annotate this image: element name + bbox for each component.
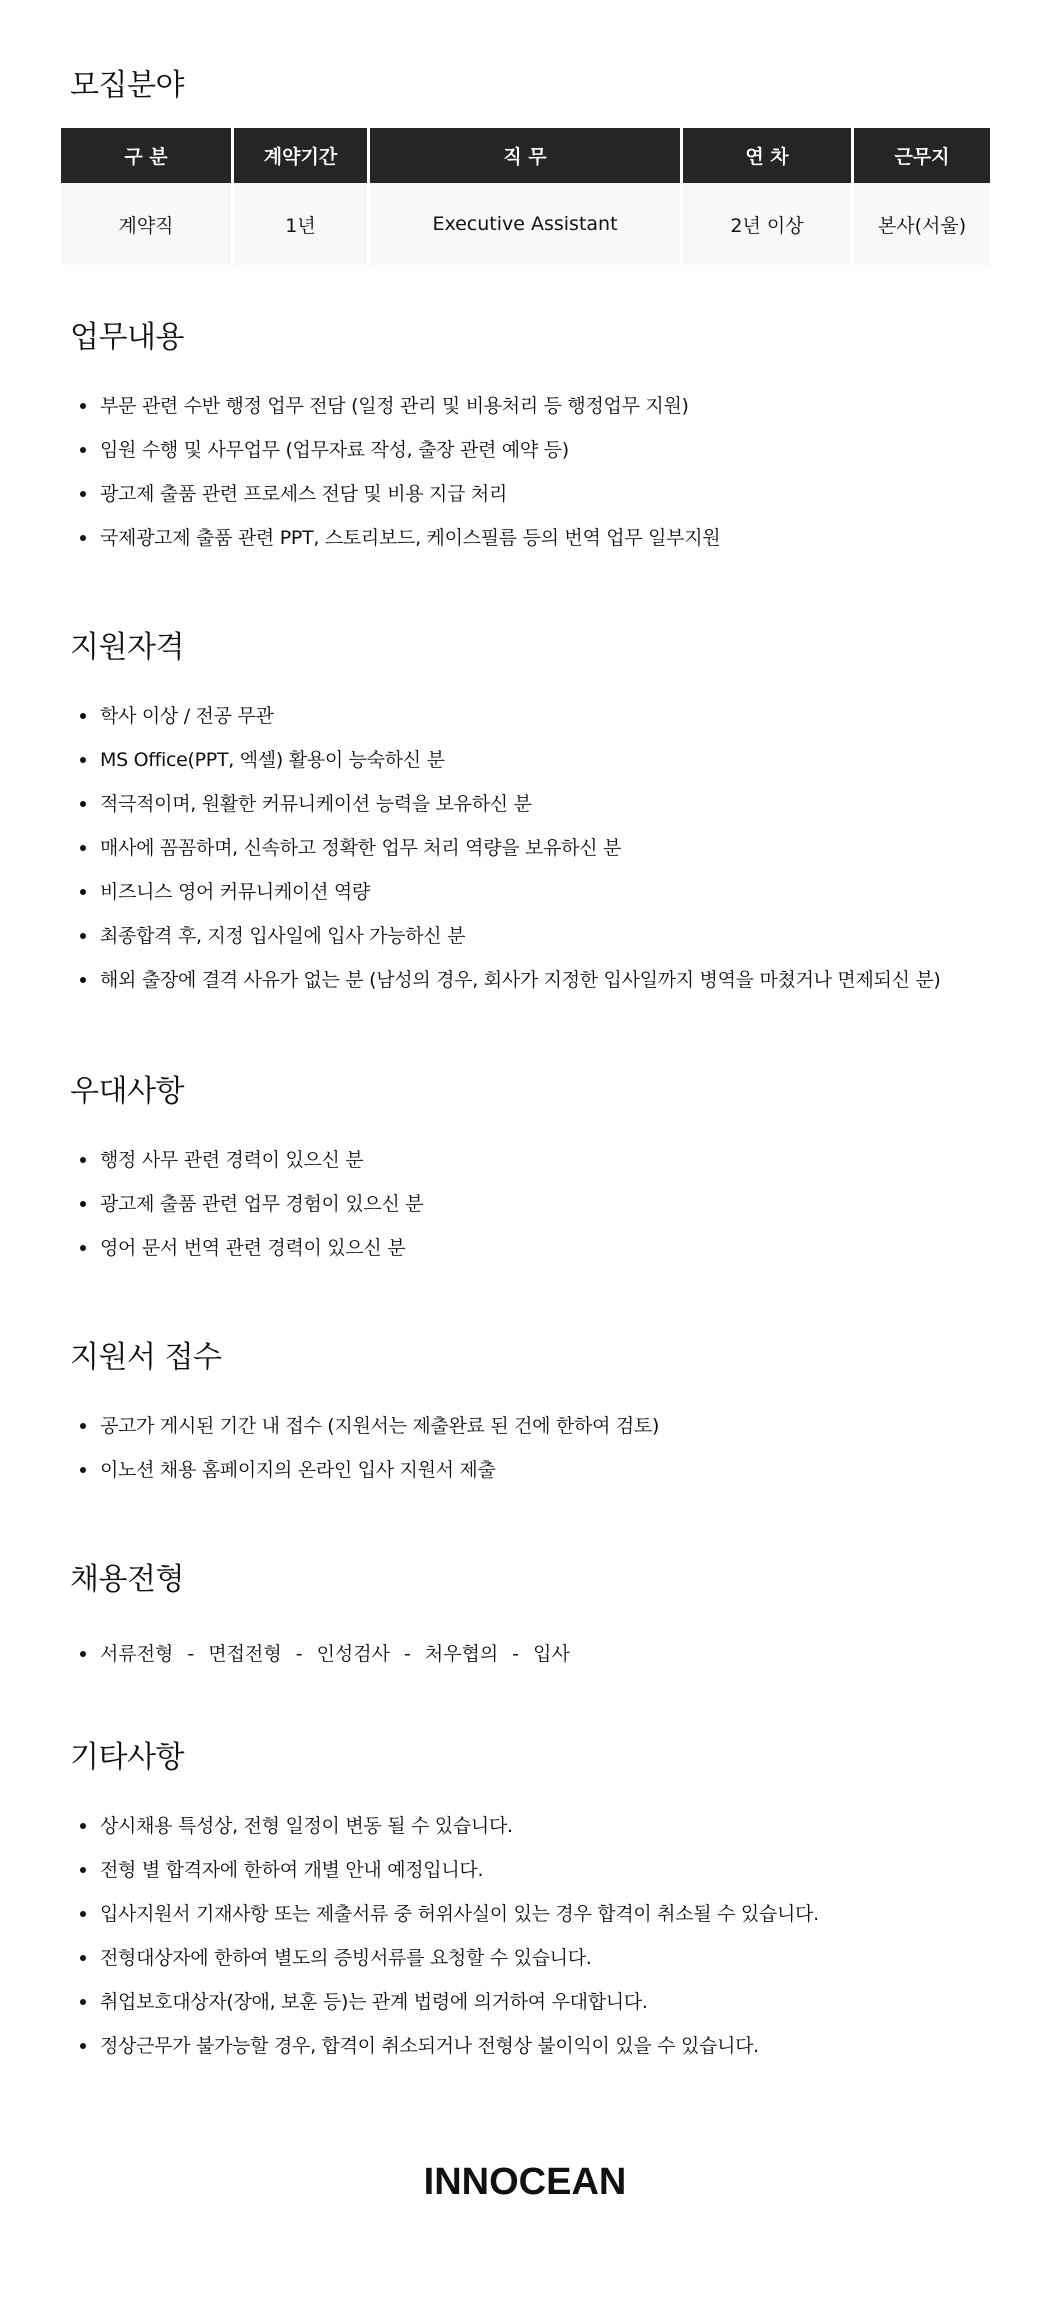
other-section-title: 기타사항 xyxy=(70,1740,184,1775)
list-item-text: 공고가 게시된 기간 내 접수 (지원서는 제출완료 된 건에 한하여 검토) xyxy=(100,1415,660,1437)
process-step-document: 서류전형 xyxy=(100,1643,174,1665)
list-item-text: 광고제 출품 관련 프로세스 전담 및 비용 지급 처리 xyxy=(100,483,507,505)
bullet-dot-icon xyxy=(80,1423,86,1429)
list-item-text: 학사 이상 / 전공 무관 xyxy=(100,705,274,727)
header-experience: 연 차 xyxy=(683,128,851,183)
process-step-personality-test: 인성검사 xyxy=(316,1643,390,1665)
list-item xyxy=(78,1944,819,1988)
bullet-dot-icon xyxy=(80,1823,86,1829)
duties-section-title: 업무내용 xyxy=(70,320,184,355)
list-item xyxy=(78,878,941,922)
list-item xyxy=(78,702,941,746)
innocean-logo: INNOCEAN xyxy=(423,2161,627,2203)
list-item xyxy=(78,1234,423,1278)
list-item-text: 이노션 채용 홈페이지의 온라인 입사 지원서 제출 xyxy=(100,1459,496,1481)
cell-location: 본사(서울) xyxy=(854,183,990,265)
list-item-text: 부문 관련 수반 행정 업무 전담 (일정 관리 및 비용처리 등 행정업무 지원) xyxy=(100,395,689,417)
bullet-dot-icon xyxy=(80,1867,86,1873)
bullet-dot-icon xyxy=(80,1201,86,1207)
list-item xyxy=(78,922,941,966)
header-category: 구 분 xyxy=(61,128,231,183)
list-item xyxy=(78,834,941,878)
cell-contract-period: 1년 xyxy=(234,183,367,265)
header-job: 직 무 xyxy=(370,128,680,183)
list-item-text: 적극적이며, 원활한 커뮤니케이션 능력을 보유하신 분 xyxy=(100,793,532,815)
process-separator: - xyxy=(187,1643,195,1665)
process-list xyxy=(78,1640,570,1668)
list-item-text: 임원 수행 및 사무업무 (업무자료 작성, 출장 관련 예약 등) xyxy=(100,439,569,461)
process-step-join: 입사 xyxy=(533,1643,570,1665)
bullet-dot-icon xyxy=(80,2043,86,2049)
list-item xyxy=(78,1190,423,1234)
list-item xyxy=(78,524,720,568)
application-list xyxy=(78,1412,659,1500)
bullet-dot-icon xyxy=(80,491,86,497)
recruit-table-wrap xyxy=(61,128,990,265)
process-step-negotiation: 처우협의 xyxy=(424,1643,499,1665)
qualifications-list xyxy=(78,702,941,1010)
list-item xyxy=(78,1456,659,1500)
bullet-dot-icon xyxy=(80,1999,86,2005)
process-step-interview: 면접전형 xyxy=(208,1643,282,1665)
cell-job: Executive Assistant xyxy=(370,183,680,265)
recruit-table xyxy=(58,128,993,265)
duties-list xyxy=(78,392,720,568)
process-separator: - xyxy=(512,1643,520,1665)
bullet-dot-icon xyxy=(80,845,86,851)
bullet-dot-icon xyxy=(80,1911,86,1917)
preferences-list xyxy=(78,1146,423,1278)
bullet-dot-icon xyxy=(80,801,86,807)
bullet-dot-icon xyxy=(80,403,86,409)
list-item xyxy=(78,1900,819,1944)
process-separator: - xyxy=(295,1643,303,1665)
bullet-dot-icon xyxy=(80,447,86,453)
list-item-text: MS Office(PPT, 엑셀) 활용이 능숙하신 분 xyxy=(100,749,445,771)
other-list xyxy=(78,1812,819,2076)
list-item-text: 해외 출장에 결격 사유가 없는 분 (남성의 경우, 회사가 지정한 입사일까지 병역을 마쳤거나 면제되신 분) xyxy=(100,969,941,991)
list-item xyxy=(78,1812,819,1856)
list-item-text: 입사지원서 기재사항 또는 제출서류 중 허위사실이 있는 경우 합격이 취소될 수 있습니다. xyxy=(100,1903,819,1925)
header-contract-period: 계약기간 xyxy=(234,128,367,183)
list-item xyxy=(78,392,720,436)
bullet-dot-icon xyxy=(80,1651,86,1657)
list-item xyxy=(78,1856,819,1900)
list-item-text: 국제광고제 출품 관련 PPT, 스토리보드, 케이스필름 등의 번역 업무 일부지원 xyxy=(100,527,721,549)
bullet-dot-icon xyxy=(80,713,86,719)
bullet-dot-icon xyxy=(80,933,86,939)
bullet-dot-icon xyxy=(80,757,86,763)
bullet-dot-icon xyxy=(80,535,86,541)
list-item-text: 비즈니스 영어 커뮤니케이션 역량 xyxy=(100,881,370,903)
application-section-title: 지원서 접수 xyxy=(70,1340,222,1375)
list-item-text: 행정 사무 관련 경력이 있으신 분 xyxy=(100,1149,364,1171)
list-item xyxy=(78,436,720,480)
list-item-text: 영어 문서 번역 관련 경력이 있으신 분 xyxy=(100,1237,406,1259)
bullet-dot-icon xyxy=(80,1245,86,1251)
list-item xyxy=(78,2032,819,2076)
qualifications-section-title: 지원자격 xyxy=(70,630,184,665)
list-item-text: 정상근무가 불가능할 경우, 합격이 취소되거나 전형상 불이익이 있을 수 있습니다. xyxy=(100,2035,759,2057)
list-item xyxy=(78,790,941,834)
cell-category: 계약직 xyxy=(61,183,231,265)
list-item xyxy=(78,1412,659,1456)
list-item-text: 취업보호대상자(장애, 보훈 등)는 관계 법령에 의거하여 우대합니다. xyxy=(100,1991,648,2013)
table-row xyxy=(61,183,990,265)
recruit-table-header-row xyxy=(61,128,990,183)
cell-experience: 2년 이상 xyxy=(683,183,851,265)
list-item xyxy=(78,746,941,790)
list-item-text: 광고제 출품 관련 업무 경험이 있으신 분 xyxy=(100,1193,424,1215)
bullet-dot-icon xyxy=(80,1955,86,1961)
list-item xyxy=(78,966,941,1010)
bullet-dot-icon xyxy=(80,889,86,895)
list-item-text: 매사에 꼼꼼하며, 신속하고 정확한 업무 처리 역량을 보유하신 분 xyxy=(100,837,622,859)
process-separator: - xyxy=(403,1643,411,1665)
list-item-text: 전형 별 합격자에 한하여 개별 안내 예정입니다. xyxy=(100,1859,484,1881)
process-section-title: 채용전형 xyxy=(70,1562,184,1597)
list-item-text: 최종합격 후, 지정 입사일에 입사 가능하신 분 xyxy=(100,925,466,947)
list-item-text: 전형대상자에 한하여 별도의 증빙서류를 요청할 수 있습니다. xyxy=(100,1947,592,1969)
preferences-section-title: 우대사항 xyxy=(70,1074,184,1109)
list-item xyxy=(78,1146,423,1190)
list-item xyxy=(78,480,720,524)
recruit-section-title: 모집분야 xyxy=(70,68,184,103)
header-location: 근무지 xyxy=(854,128,990,183)
list-item xyxy=(78,1988,819,2032)
bullet-dot-icon xyxy=(80,977,86,983)
bullet-dot-icon xyxy=(80,1467,86,1473)
bullet-dot-icon xyxy=(80,1157,86,1163)
process-steps xyxy=(78,1640,570,1668)
list-item-text: 상시채용 특성상, 전형 일정이 변동 될 수 있습니다. xyxy=(100,1815,513,1837)
